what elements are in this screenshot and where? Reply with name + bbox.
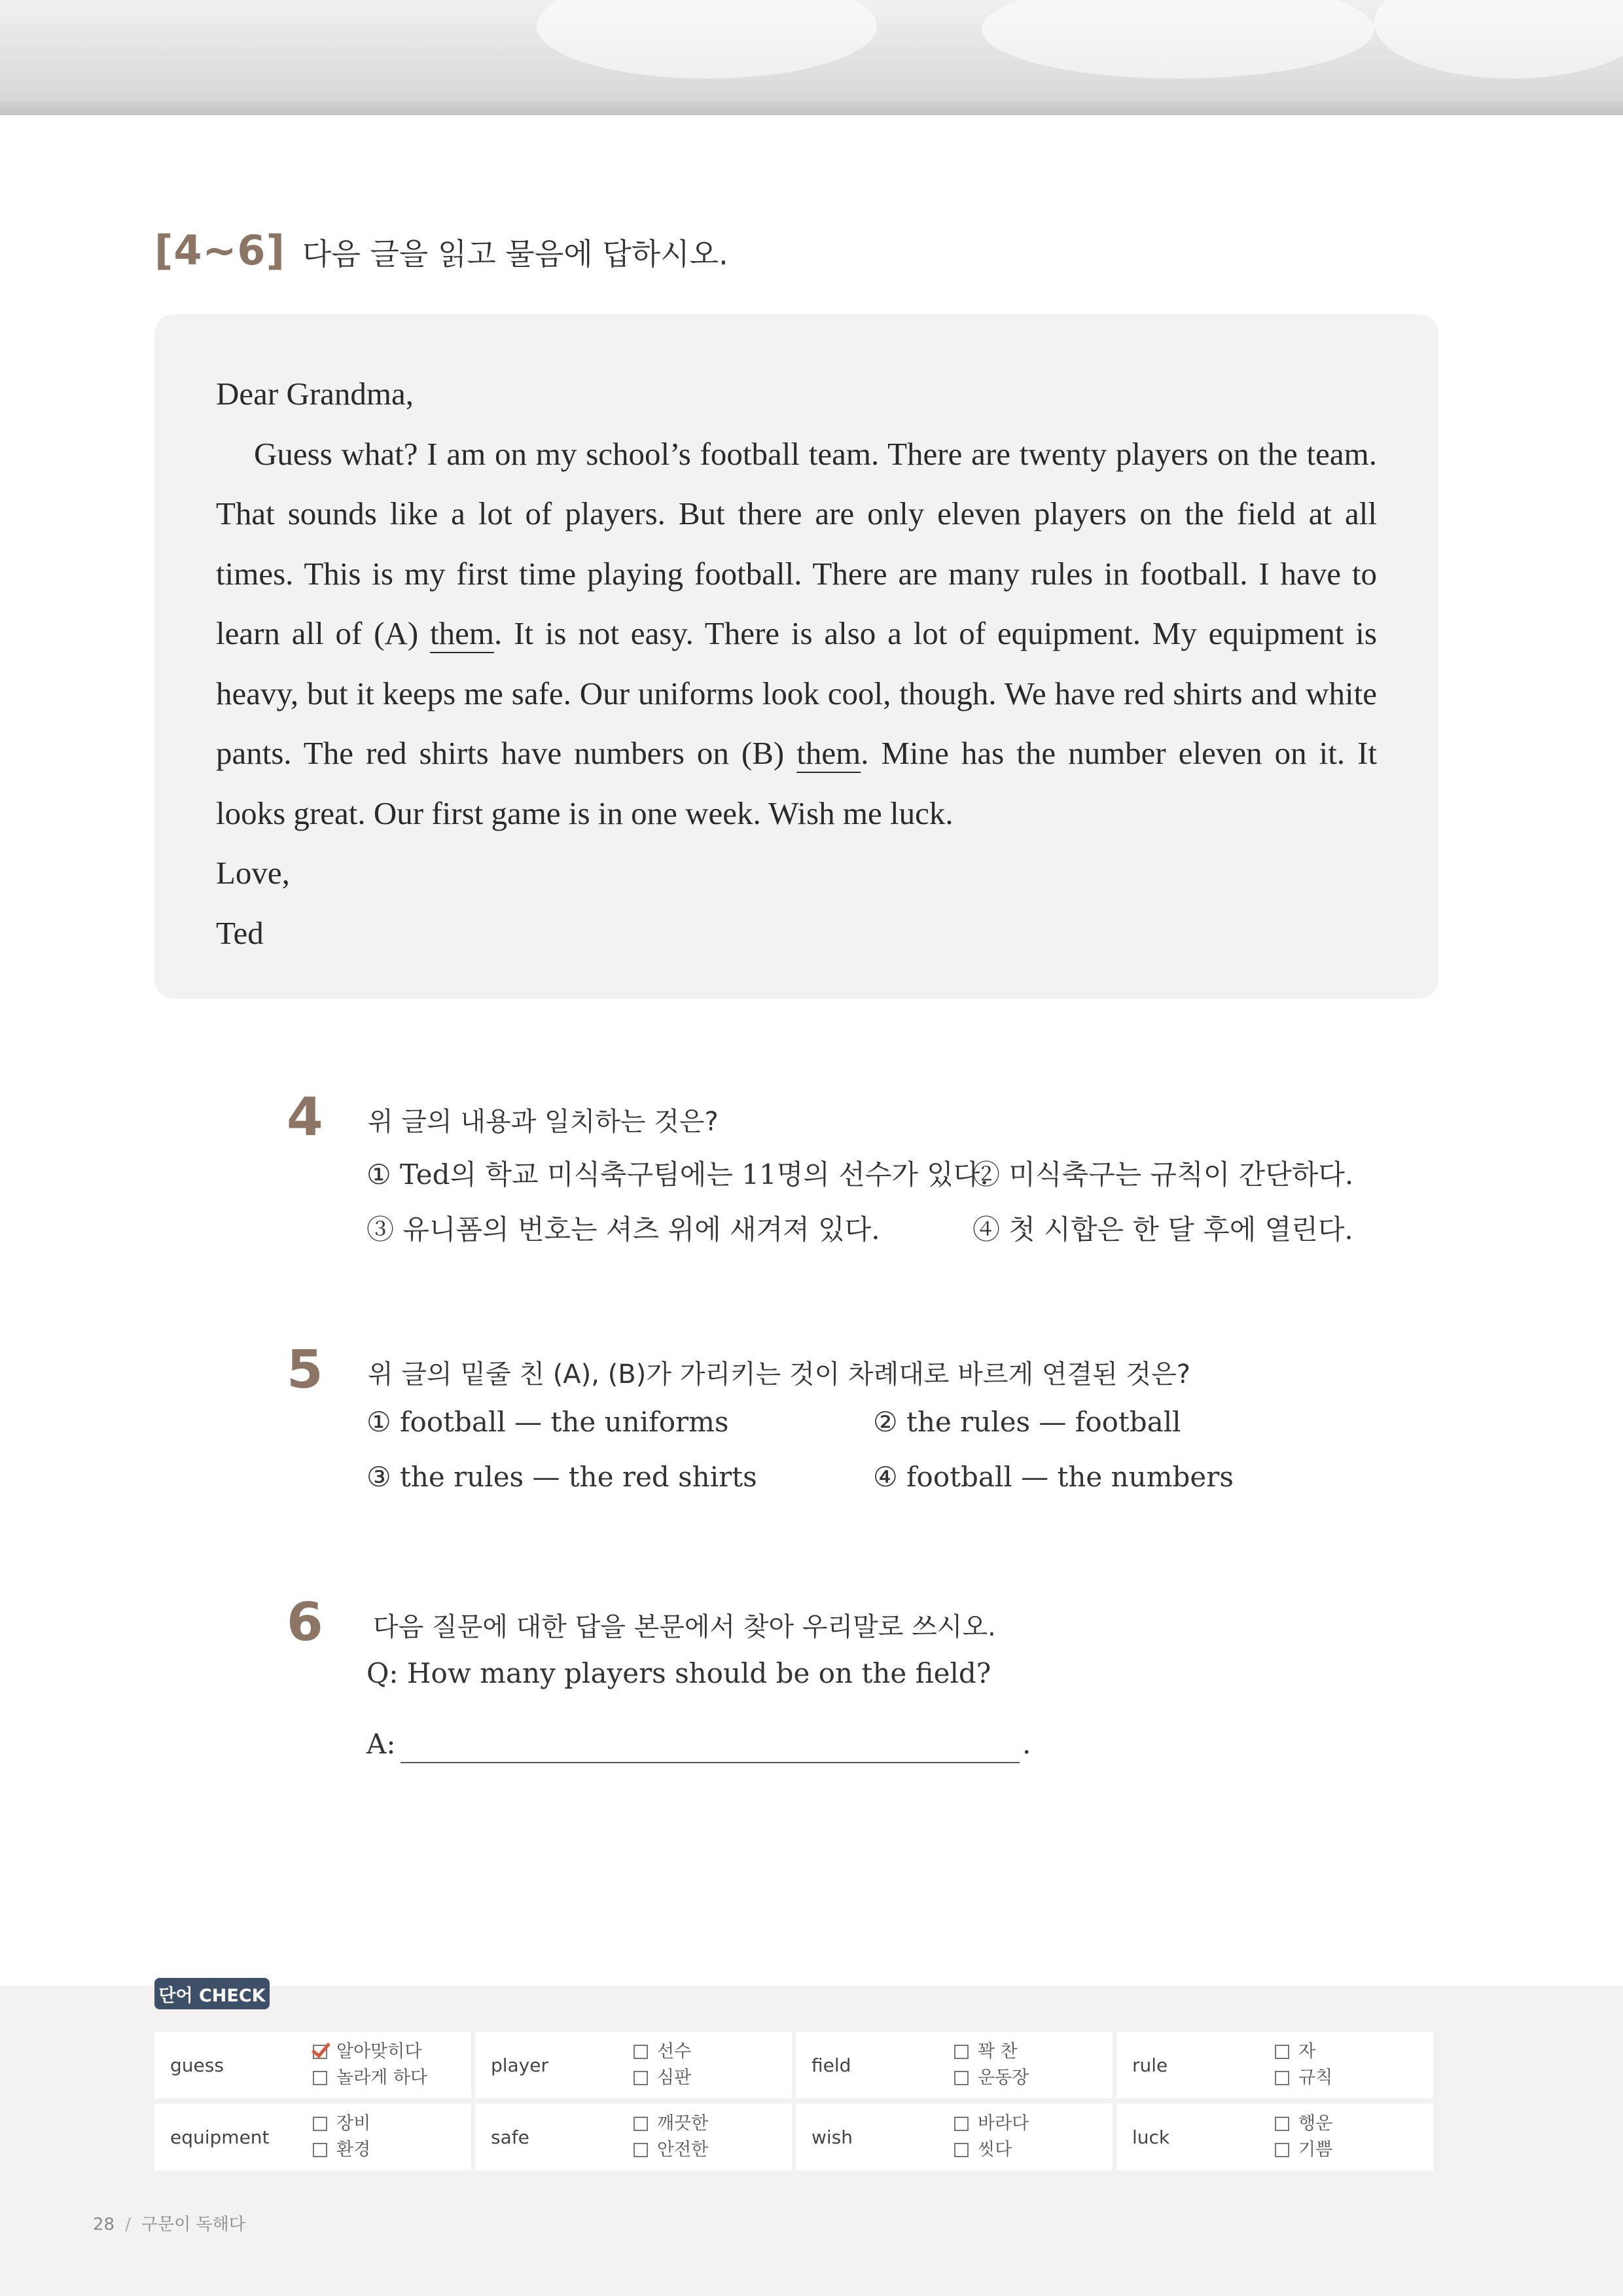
option-5-2[interactable]: ② the rules — football xyxy=(873,1406,1181,1438)
vocab-option[interactable] xyxy=(633,2039,691,2065)
cloud-shape xyxy=(982,0,1374,79)
option-4-4[interactable]: ④ 첫 시합은 한 달 후에 열린다. xyxy=(972,1213,1353,1246)
body-text-3: . Mine has the number eleven on it. It looks great. Our first game is in one week. Wish me luck. xyxy=(216,735,1377,831)
vocab-option[interactable] xyxy=(1275,2039,1332,2065)
vocab-item xyxy=(154,2104,471,2170)
vocab-options xyxy=(954,2039,1029,2091)
question-number: 6 xyxy=(287,1592,323,1653)
vocab-word: luck xyxy=(1132,2126,1170,2148)
banner-edge xyxy=(0,102,1623,115)
answer-period: . xyxy=(1022,1728,1031,1760)
vocab-item xyxy=(475,2104,792,2170)
vocab-option-label: 규칙 xyxy=(1298,2068,1333,2088)
vocab-option-label: 씻다 xyxy=(978,2140,1012,2160)
vocab-word: wish xyxy=(812,2126,853,2148)
vocab-option-label: 운동장 xyxy=(978,2068,1029,2088)
checkbox-icon[interactable] xyxy=(954,2117,969,2131)
vocab-option[interactable] xyxy=(633,2065,691,2091)
checkbox-icon[interactable] xyxy=(313,2117,327,2131)
vocab-option[interactable] xyxy=(954,2039,1029,2065)
vocab-word: equipment xyxy=(170,2126,270,2148)
question-number: 5 xyxy=(287,1339,323,1400)
checkbox-icon[interactable] xyxy=(1275,2045,1289,2059)
checkbox-icon[interactable] xyxy=(954,2071,969,2085)
option-4-3[interactable]: ③ 유니폼의 번호는 셔츠 위에 새겨져 있다. xyxy=(366,1213,880,1246)
checkbox-icon[interactable] xyxy=(954,2045,969,2059)
checkbox-icon[interactable] xyxy=(954,2143,969,2157)
vocab-options xyxy=(313,2111,370,2163)
vocab-option[interactable] xyxy=(313,2065,427,2091)
letter-greeting: Dear Grandma, xyxy=(216,376,414,412)
vocab-item xyxy=(1116,2032,1433,2098)
vocab-option[interactable] xyxy=(954,2065,1029,2091)
vocab-option[interactable] xyxy=(954,2137,1029,2163)
question-title: 위 글의 내용과 일치하는 것은? xyxy=(368,1107,719,1137)
question-title: 위 글의 밑줄 친 (A), (B)가 가리키는 것이 차례대로 바르게 연결된 것은? xyxy=(368,1359,1191,1390)
vocab-word: player xyxy=(491,2054,549,2076)
question-title: 다음 질문에 대한 답을 본문에서 찾아 우리말로 쓰시오. xyxy=(373,1612,996,1642)
underlined-b: them xyxy=(796,735,861,771)
vocab-options xyxy=(633,2039,691,2091)
option-5-4[interactable]: ④ football — the numbers xyxy=(873,1461,1234,1493)
vocab-item xyxy=(475,2032,792,2098)
answer-label: A: xyxy=(366,1728,396,1760)
vocab-option[interactable] xyxy=(1275,2111,1332,2137)
instruction xyxy=(154,226,728,274)
vocab-options xyxy=(313,2039,427,2091)
letter-closing: Love, xyxy=(216,855,290,891)
option-4-2[interactable]: ② 미식축구는 규칙이 간단하다. xyxy=(972,1158,1354,1191)
checkbox-icon[interactable] xyxy=(1275,2143,1289,2157)
vocab-option-label: 깨끗한 xyxy=(657,2113,709,2134)
letter-body xyxy=(216,424,1377,844)
vocab-option-label: 놀라게 하다 xyxy=(336,2068,427,2088)
question-number: 4 xyxy=(287,1086,323,1147)
vocab-option-label: 안전한 xyxy=(657,2140,709,2160)
instruction-range: [4~6] xyxy=(154,226,285,274)
vocab-word: safe xyxy=(491,2126,529,2148)
vocab-option[interactable] xyxy=(313,2137,370,2163)
checkbox-icon[interactable] xyxy=(633,2117,648,2131)
vocab-check-label: 단어 CHECK xyxy=(154,1978,270,2009)
top-banner-image xyxy=(0,0,1623,115)
checkbox-icon[interactable] xyxy=(313,2071,327,2085)
vocab-option-label: 행운 xyxy=(1298,2113,1333,2134)
checkbox-icon[interactable] xyxy=(313,2143,327,2157)
vocab-option[interactable] xyxy=(313,2111,370,2137)
checkbox-icon[interactable] xyxy=(1275,2071,1289,2085)
vocab-option-label: 바라다 xyxy=(978,2113,1029,2134)
vocab-word: guess xyxy=(170,2054,224,2076)
vocab-options xyxy=(1275,2111,1332,2163)
checkbox-icon[interactable] xyxy=(633,2071,648,2085)
vocab-item xyxy=(796,2104,1113,2170)
footer-separator: / xyxy=(125,2215,131,2234)
vocab-option[interactable] xyxy=(954,2111,1029,2137)
vocab-option[interactable] xyxy=(633,2137,708,2163)
vocab-option-label: 기쁨 xyxy=(1298,2140,1333,2160)
body-text-1: Guess what? I am on my school’s football team. There are twenty players on the team. That sounds like a lot of players. But there are only eleven players on the field at all times. This is my first time playing football. There are many rules in football. I have to learn all of (A) xyxy=(216,435,1377,651)
vocab-option-label: 선수 xyxy=(657,2041,692,2062)
checkbox-icon[interactable] xyxy=(1275,2117,1289,2131)
book-title: 구문이 독해다 xyxy=(141,2215,245,2234)
cloud-shape xyxy=(1374,0,1623,79)
vocab-options xyxy=(954,2111,1029,2163)
vocab-option[interactable] xyxy=(633,2111,708,2137)
page-number: 28 xyxy=(93,2215,115,2234)
vocab-option[interactable] xyxy=(1275,2137,1332,2163)
option-5-3[interactable]: ③ the rules — the red shirts xyxy=(366,1461,757,1493)
instruction-text: 다음 글을 읽고 물음에 답하시오. xyxy=(302,236,728,272)
checked-checkbox-icon[interactable] xyxy=(313,2045,327,2059)
vocab-option-label: 알아맞히다 xyxy=(336,2041,422,2062)
vocab-item xyxy=(1116,2104,1433,2170)
vocab-options xyxy=(1275,2039,1332,2091)
vocab-item xyxy=(796,2032,1113,2098)
vocab-option[interactable] xyxy=(313,2039,427,2065)
option-4-1[interactable]: ① Ted의 학교 미식축구팀에는 11명의 선수가 있다. xyxy=(366,1158,989,1191)
cloud-shape xyxy=(537,0,877,79)
option-5-1[interactable]: ① football — the uniforms xyxy=(366,1406,729,1438)
body-text-2: . It is not easy. There is also a lot of equipment. My equipment is heavy, but it keeps me safe. Our uniforms look cool, though. We have red shirts and white pants. The red shirts have numbers on (B) xyxy=(216,615,1377,771)
answer-input-line[interactable] xyxy=(401,1762,1020,1763)
underlined-a: them xyxy=(430,615,494,651)
question-6-prompt: Q: How many players should be on the field? xyxy=(366,1657,991,1689)
letter-signature: Ted xyxy=(216,914,264,951)
vocab-word: field xyxy=(812,2054,851,2076)
reading-passage xyxy=(154,314,1438,999)
vocab-option-label: 심판 xyxy=(657,2068,692,2088)
vocab-option-label: 환경 xyxy=(336,2140,371,2160)
vocab-option-label: 꽉 찬 xyxy=(978,2041,1018,2062)
vocab-option-label: 장비 xyxy=(336,2113,371,2134)
vocab-option-label: 자 xyxy=(1298,2041,1316,2062)
vocab-item xyxy=(154,2032,471,2098)
vocab-option[interactable] xyxy=(1275,2065,1332,2091)
checkbox-icon[interactable] xyxy=(633,2143,648,2157)
vocab-options xyxy=(633,2111,708,2163)
vocab-word: rule xyxy=(1132,2054,1168,2076)
checkbox-icon[interactable] xyxy=(633,2045,648,2059)
page-footer xyxy=(93,2211,245,2235)
